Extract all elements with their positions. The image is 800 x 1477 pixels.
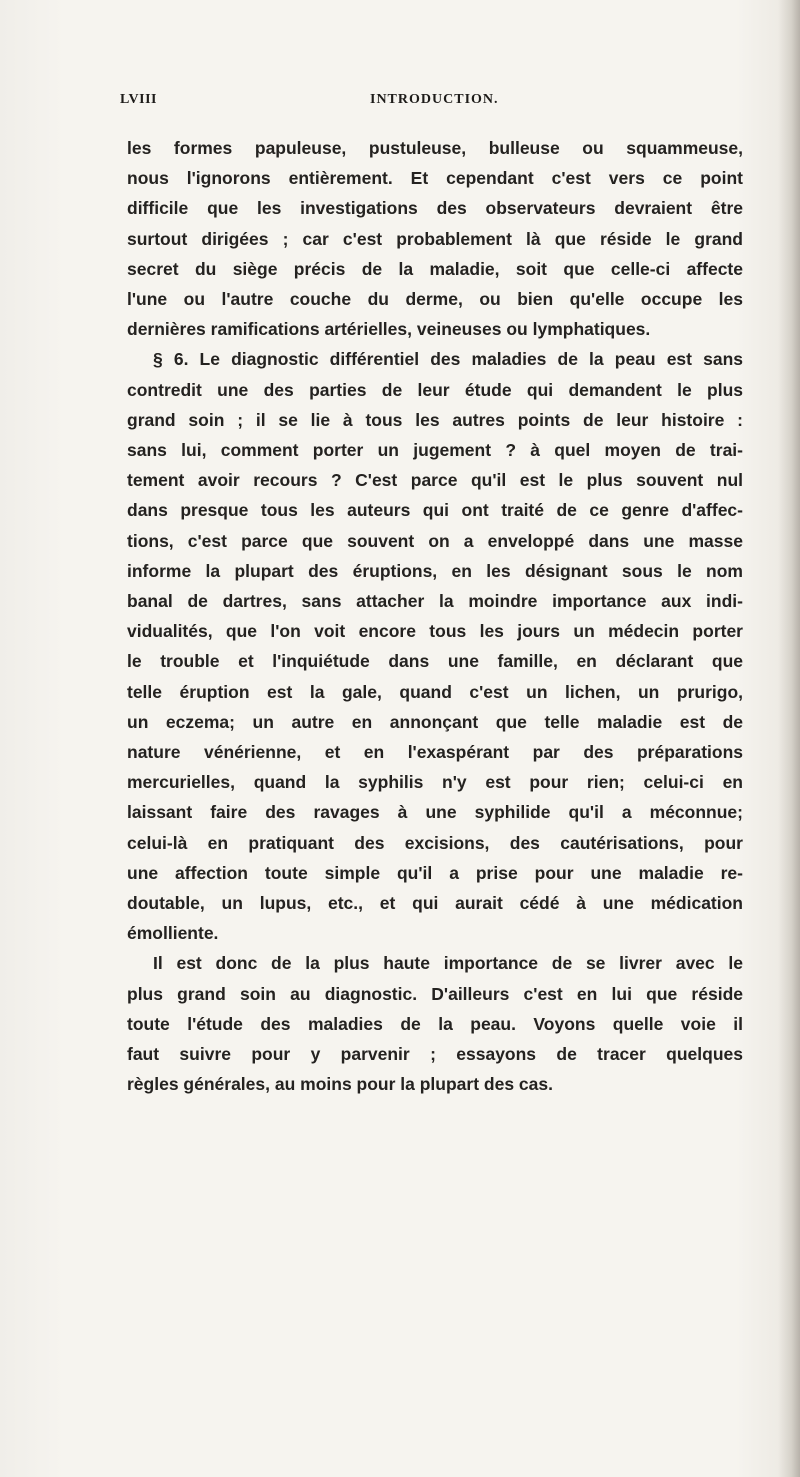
text-line: nous l'ignorons entièrement. Et cependant c'est vers ce point: [127, 168, 743, 189]
text-line: émolliente.: [127, 923, 219, 944]
text-line: grand soin ; il se lie à tous les autres points de leur histoire :: [127, 409, 743, 430]
text-line: dans presque tous les auteurs qui ont traité de ce genre d'affec-: [127, 500, 743, 521]
text-line: sans lui, comment porter un jugement ? à quel moyen de trai-: [127, 440, 743, 461]
text-line: une affection toute simple qu'il a prise pour une maladie re-: [127, 862, 743, 883]
text-line: laissant faire des ravages à une syphilide qu'il a méconnue;: [127, 802, 743, 823]
text-line: le trouble et l'inquiétude dans une famille, en déclarant que: [127, 651, 743, 672]
text-line: informe la plupart des éruptions, en les désignant sous le nom: [127, 560, 743, 581]
text-line: tions, c'est parce que souvent on a enveloppé dans une masse: [127, 530, 743, 551]
text-line: règles générales, au moins pour la plupart des cas.: [127, 1074, 553, 1095]
body-text: [127, 133, 743, 1100]
text-line: difficile que les investigations des observateurs devraient être: [127, 198, 743, 219]
text-line: mercurielles, quand la syphilis n'y est pour rien; celui-ci en: [127, 772, 743, 793]
text-line: contredit une des parties de leur étude qui demandent le plus: [127, 379, 743, 400]
text-line: tement avoir recours ? C'est parce qu'il est le plus souvent nul: [127, 470, 743, 491]
running-title: INTRODUCTION.: [370, 92, 499, 107]
text-line: dernières ramifications artérielles, veineuses ou lymphatiques.: [127, 319, 651, 340]
paragraph-start-line: § 6. Le diagnostic différentiel des maladies de la peau est sans: [153, 349, 743, 370]
text-line: plus grand soin au diagnostic. D'ailleurs c'est en lui que réside: [127, 983, 743, 1004]
text-line: secret du siège précis de la maladie, soit que celle-ci affecte: [127, 258, 743, 279]
text-line: surtout dirigées ; car c'est probablement là que réside le grand: [127, 228, 743, 249]
text-line: doutable, un lupus, etc., et qui aurait cédé à une médication: [127, 893, 743, 914]
text-line: vidualités, que l'on voit encore tous les jours un médecin porter: [127, 621, 743, 642]
paragraph-start-line: Il est donc de la plus haute importance de se livrer avec le: [153, 953, 743, 974]
text-line: toute l'étude des maladies de la peau. Voyons quelle voie il: [127, 1013, 743, 1034]
text-line: un eczema; un autre en annonçant que telle maladie est de: [127, 711, 743, 732]
text-line: telle éruption est la gale, quand c'est un lichen, un prurigo,: [127, 681, 743, 702]
text-line: banal de dartres, sans attacher la moindre importance aux indi-: [127, 591, 743, 612]
text-line: les formes papuleuse, pustuleuse, bulleuse ou squammeuse,: [127, 138, 743, 158]
page-edge-shadow: [778, 0, 800, 1477]
text-line: celui-là en pratiquant des excisions, des cautérisations, pour: [127, 832, 743, 853]
running-head: [120, 92, 740, 114]
text-line: faut suivre pour y parvenir ; essayons de tracer quelques: [127, 1044, 743, 1065]
page-number: LVIII: [120, 92, 158, 107]
text-line: nature vénérienne, et en l'exaspérant par des préparations: [127, 742, 743, 763]
text-line: l'une ou l'autre couche du derme, ou bien qu'elle occupe les: [127, 289, 743, 310]
